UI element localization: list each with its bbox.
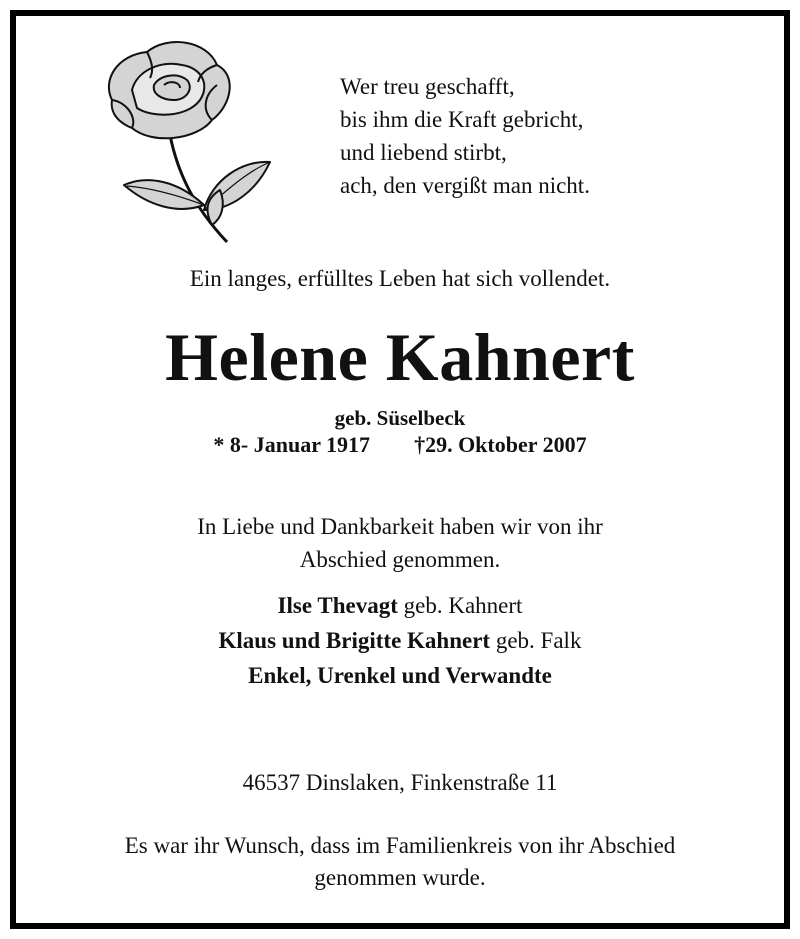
death-date: †29. Oktober 2007 xyxy=(414,432,587,457)
maiden-name: geb. Süselbeck xyxy=(334,406,466,430)
farewell-text xyxy=(0,510,800,576)
family-relatives: Enkel, Urenkel und Verwandte xyxy=(248,663,552,688)
farewell-line: In Liebe und Dankbarkeit haben wir von ihr xyxy=(197,514,603,539)
poem-line: Wer treu geschafft, xyxy=(340,74,515,99)
poem-line: ach, den vergißt man nicht. xyxy=(340,173,590,198)
family-member xyxy=(0,588,800,623)
deceased-name: Helene Kahnert xyxy=(165,319,635,395)
birth-date: * 8- Januar 1917 xyxy=(213,432,371,457)
intro-text: Ein langes, erfülltes Leben hat sich vollendet. xyxy=(189,266,611,291)
family-member-note: geb. Kahnert xyxy=(397,593,523,618)
family-member xyxy=(0,623,800,658)
poem xyxy=(340,70,590,202)
poem-line: bis ihm die Kraft gebricht, xyxy=(340,107,584,132)
family-member-note: geb. Falk xyxy=(490,628,582,653)
wish-line: genommen wurde. xyxy=(314,865,486,890)
farewell-line: Abschied genommen. xyxy=(299,547,501,572)
address: 46537 Dinslaken, Finkenstraße 11 xyxy=(242,770,558,795)
rose-icon xyxy=(92,30,282,250)
family-member-name: Klaus und Brigitte Kahnert xyxy=(218,628,491,653)
family-member-name: Ilse Thevagt xyxy=(277,593,398,618)
family-list xyxy=(0,588,800,693)
life-dates xyxy=(0,432,800,458)
family-member xyxy=(0,658,800,693)
wish-text xyxy=(0,830,800,894)
wish-line: Es war ihr Wunsch, dass im Familienkreis von ihr Abschied xyxy=(124,833,676,858)
poem-line: und liebend stirbt, xyxy=(340,140,507,165)
